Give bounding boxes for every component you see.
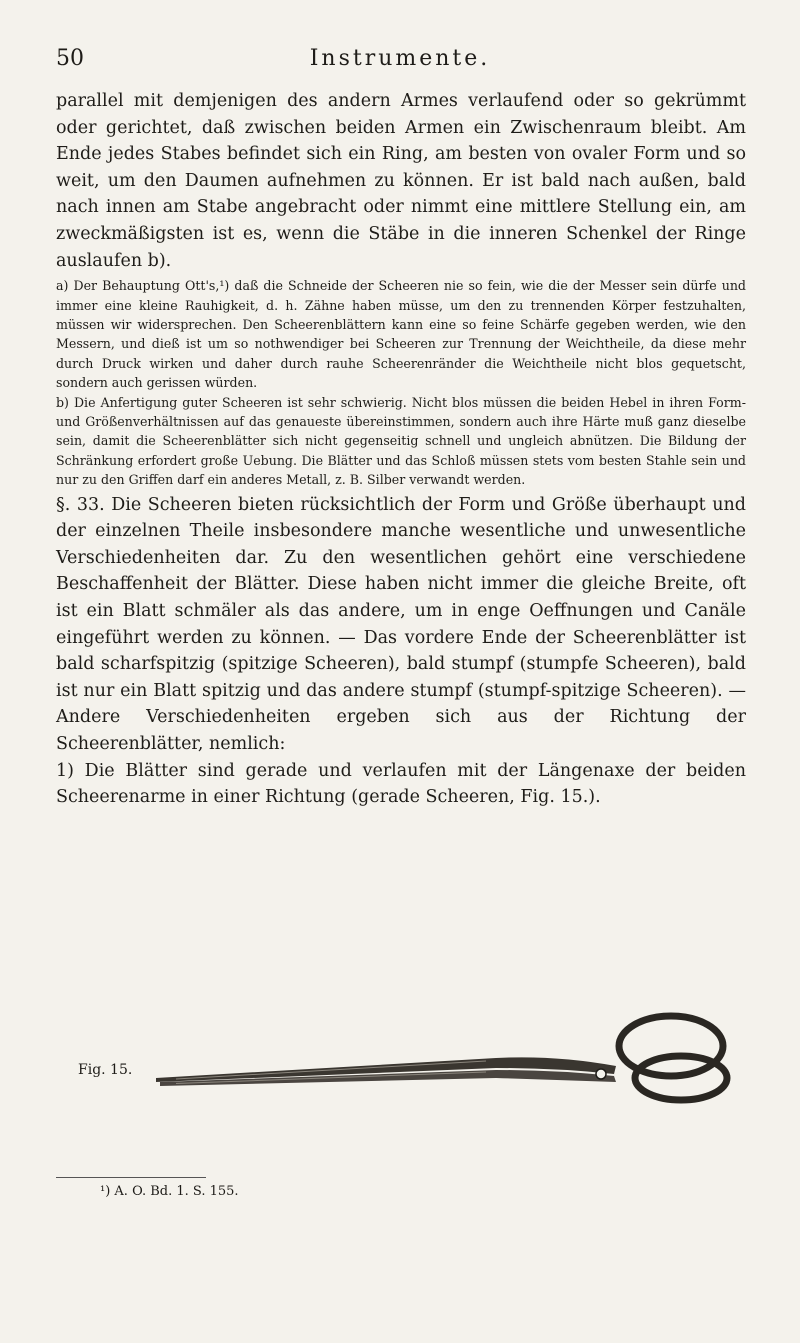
figure-15 [56,1000,746,1120]
finger-ring-upper [619,1016,723,1076]
paragraph-intro: parallel mit demjenigen des andern Armes verlaufend oder so gekrümmt oder gerichtet, daß zwischen beiden Armen ein Zwischenraum bleibt. Am Ende jedes Stabes befindet sich ein Ring, am besten von ovaler Form und so weit, um den Daumen aufnehmen zu können. Er ist bald nach außen, bald nach innen am Stabe angebracht oder nimmt eine mittlere Stellung ein, am zweckmäßigsten ist es, wenn die Stäbe in die inneren Schenkel der Ringe auslaufen b). [56,91,746,271]
running-title: Instrumente. [309,46,491,71]
footnotes-block [56,276,746,489]
body-text [56,88,746,811]
footnote-rule [56,1177,206,1178]
figure-label: Fig. 15. [78,1062,133,1078]
page-header [56,46,744,76]
bottom-footnote: ¹) A. O. Bd. 1. S. 155. [100,1184,239,1199]
list-item-1: 1) Die Blätter sind gerade und verlaufen mit der Längenaxe der beiden Scheerenarme in einer Richtung (gerade Scheeren, Fig. 15.). [56,760,746,808]
page-number: 50 [56,46,84,71]
screw-pivot [596,1069,606,1079]
footnote-b: b) Die Anfertigung guter Scheeren ist sehr schwierig. Nicht blos müssen die beiden Hebel in ihren Form- und Größenverhältnissen auf das genaueste übereinstimmen, sondern auch ihre Härte muß ganz dieselbe sein, damit die Scheerenblätter sich nicht gegenseitig schnell und ungleich abnützen. Die Bildung der Schränkung erfordert große Uebung. Die Blätter und das Schloß müssen stets vom besten Stahle sein und nur zu den Griffen darf ein anderes Metall, z. B. Silber verwandt werden. [56,394,746,488]
footnote-a: a) Der Behauptung Ott's,¹) daß die Schneide der Scheeren nie so fein, wie die der Messer sein dürfe und immer eine kleine Rauhigkeit, d. h. Zähne haben müsse, um den zu trennenden Körper festzuhalten, müssen wir widersprechen. Den Scheerenblättern kann eine so feine Schärfe gegeben werden, wie den Messern, und dieß ist um so nothwendiger bei Scheeren zur Trennung der Weichtheile, da diese mehr durch Druck wirken und daher durch rauhe Scheerenränder die Weichtheile nicht blos gequetscht, sondern auch gerissen würden. [56,278,746,391]
section-33: §. 33. Die Scheeren bieten rücksichtlich der Form und Größe überhaupt und der einzelnen Theile insbesondere manche wesentliche und unwesentliche Verschiedenheiten dar. Zu den wesentlichen gehört eine verschiedene Beschaffenheit der Blätter. Diese haben nicht immer die gleiche Breite, oft ist ein Blatt schmäler als das andere, um in enge Oeffnungen und Canäle eingeführt werden zu können. — Das vordere Ende der Scheerenblätter ist bald scharfspitzig (spitzige Scheeren), bald stumpf (stumpfe Scheeren), bald ist nur ein Blatt spitzig und das andere stumpf (stumpf-spitzige Scheeren). — Andere Verschiedenheiten ergeben sich aus der Richtung der Scheerenblätter, nemlich: [56,494,746,754]
scissors-illustration [136,1008,736,1108]
